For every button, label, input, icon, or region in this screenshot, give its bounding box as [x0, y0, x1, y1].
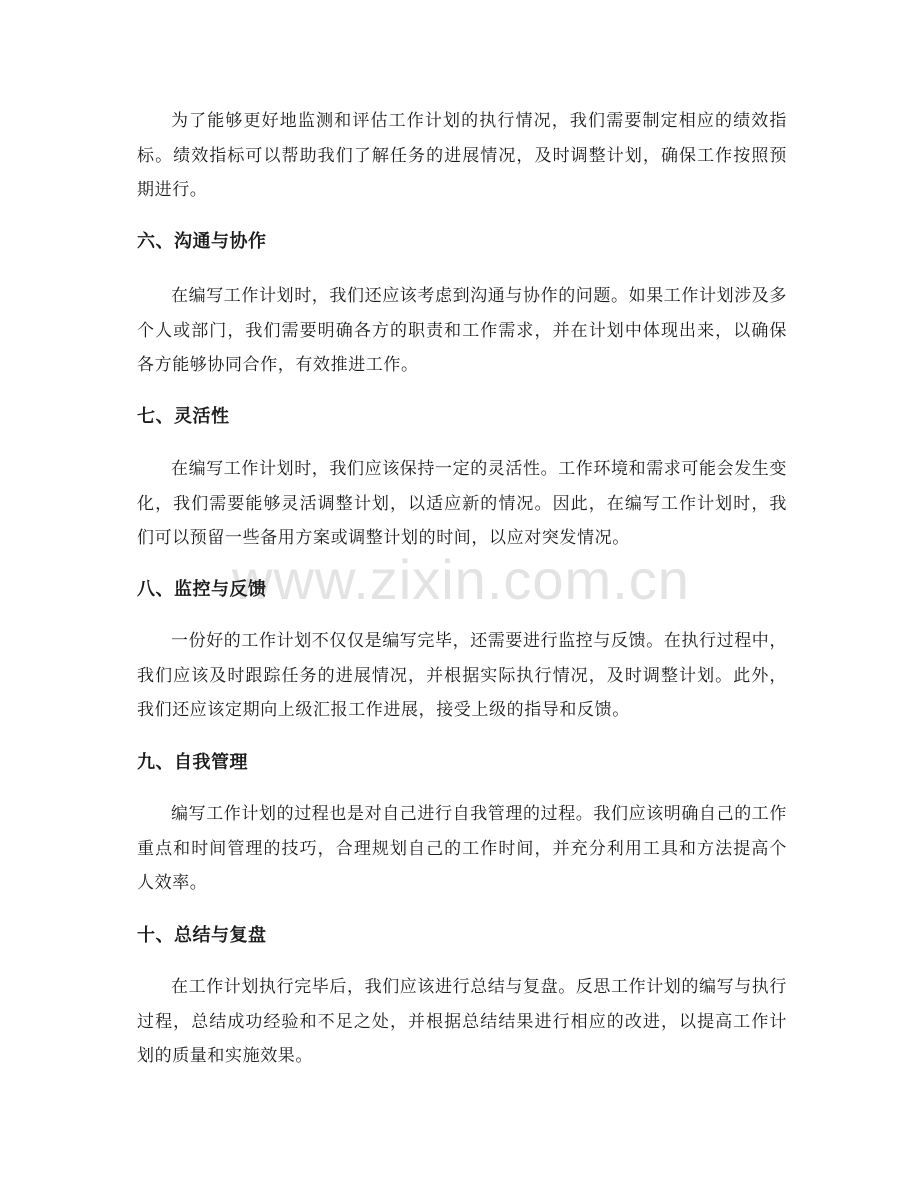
watermark: www.zixin.com.cn — [232, 548, 690, 611]
paragraph-flexibility: 在编写工作计划时，我们应该保持一定的灵活性。工作环境和需求可能会发生变化，我们需要能够灵活调整计划，以适应新的情况。因此，在编写工作计划时，我们可以预留一些备用方案或调整计划的时间，以应对突发情况。 — [137, 459, 787, 548]
paragraph-performance-indicators: 为了能够更好地监测和评估工作计划的执行情况，我们需要制定相应的绩效指标。绩效指标可以帮助我们了解任务的进展情况，及时调整计划，确保工作按照预期进行。 — [137, 111, 787, 200]
heading-communication: 六、沟通与协作 — [137, 231, 267, 252]
paragraph-self-management: 编写工作计划的过程也是对自己进行自我管理的过程。我们应该明确自己的工作重点和时间管理的技巧，合理规划自己的工作时间，并充分利用工具和方法提高个人效率。 — [137, 804, 787, 893]
paragraph-summary: 在工作计划执行完毕后，我们应该进行总结与复盘。反思工作计划的编写与执行过程，总结成功经验和不足之处，并根据总结结果进行相应的改进，以提高工作计划的质量和实施效果。 — [137, 977, 787, 1066]
heading-self-management: 九、自我管理 — [137, 752, 248, 773]
paragraph-communication: 在编写工作计划时，我们还应该考虑到沟通与协作的问题。如果工作计划涉及多个人或部门，我们需要明确各方的职责和工作需求，并在计划中体现出来，以确保各方能够协同合作，有效推进工作。 — [137, 286, 787, 375]
heading-summary: 十、总结与复盘 — [137, 925, 267, 946]
heading-monitoring: 八、监控与反馈 — [137, 579, 267, 600]
paragraph-monitoring: 一份好的工作计划不仅仅是编写完毕，还需要进行监控与反馈。在执行过程中，我们应该及时跟踪任务的进展情况，并根据实际执行情况，及时调整计划。此外，我们还应该定期向上级汇报工作进展，接受上级的指导和反馈。 — [137, 631, 787, 720]
heading-flexibility: 七、灵活性 — [137, 406, 230, 427]
